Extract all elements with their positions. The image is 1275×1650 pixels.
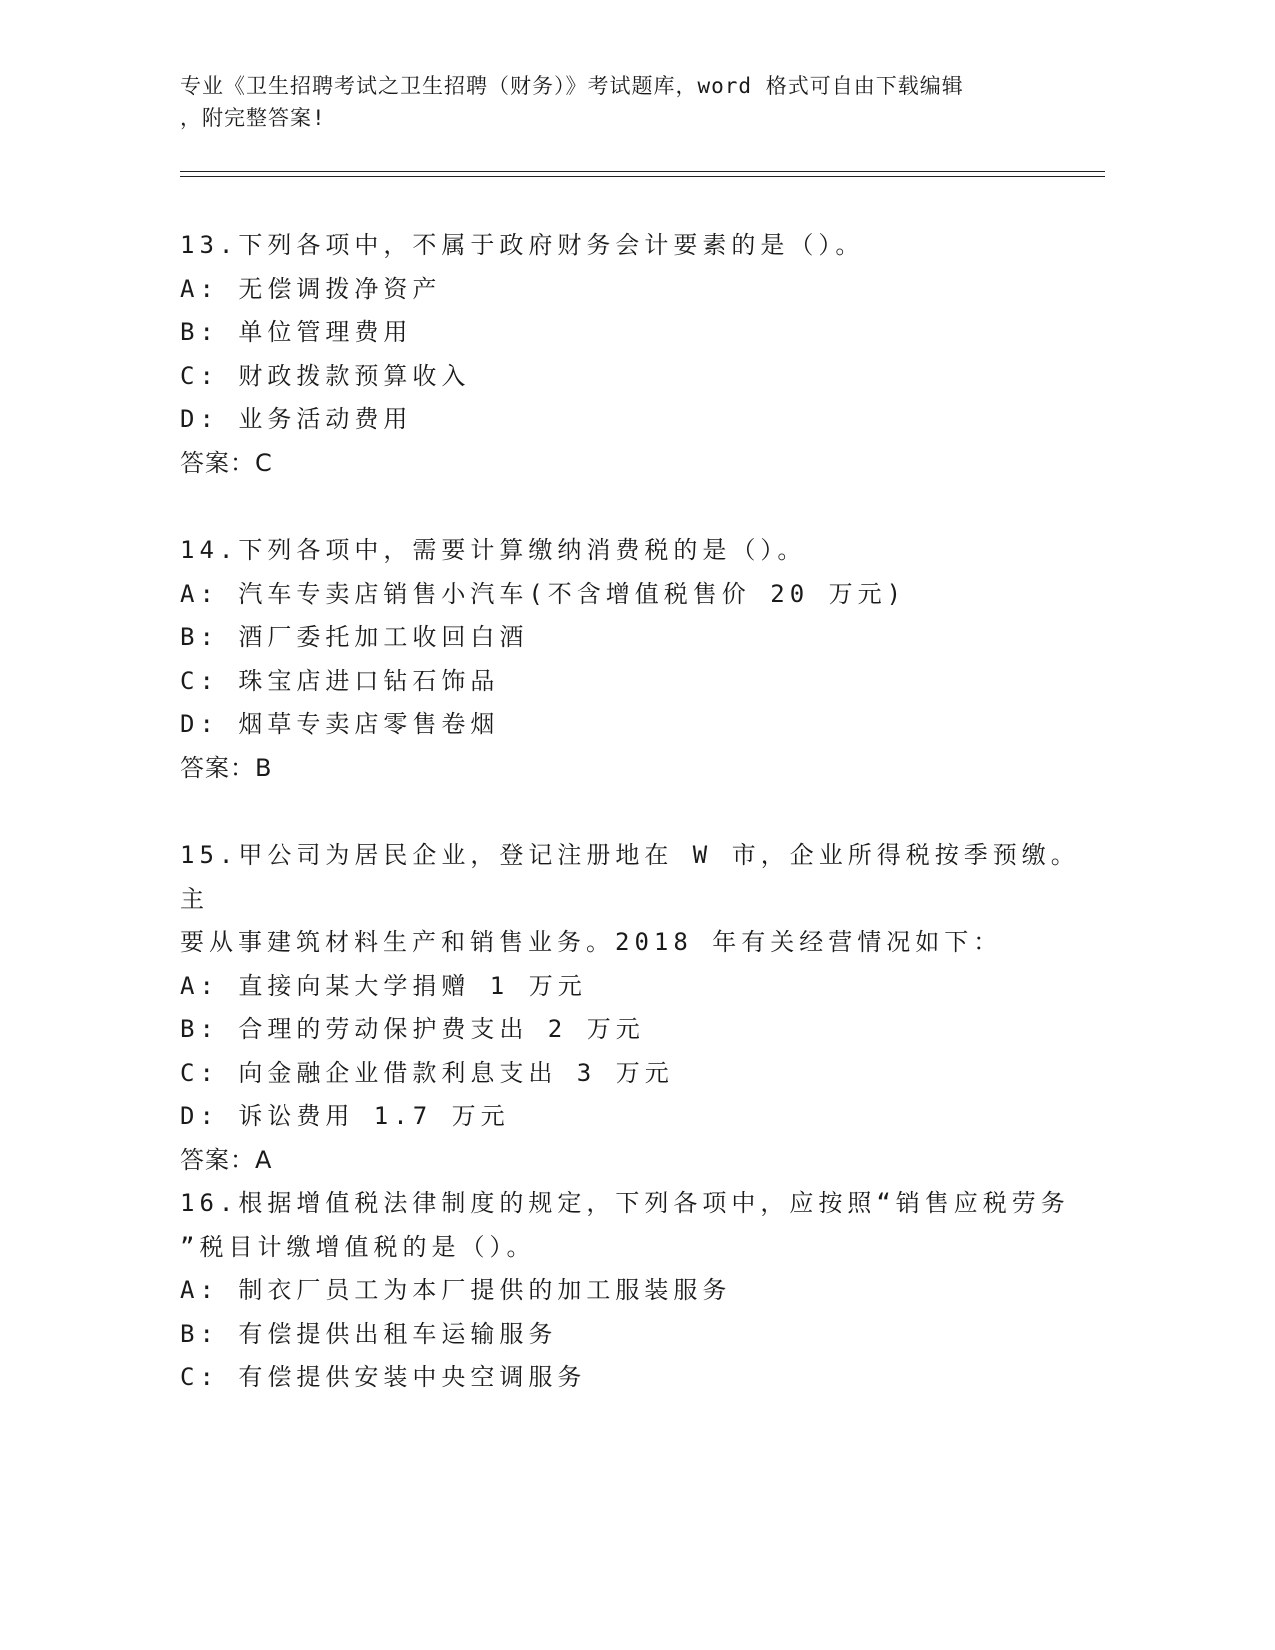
question-text-line-2: 要从事建筑材料生产和销售业务。2018 年有关经营情况如下： <box>180 928 1003 956</box>
option-c: C: 向金融企业借款利息支出 3 万元 <box>180 1058 674 1087</box>
answer: 答案：B <box>180 753 273 782</box>
option-a: A: 制衣厂员工为本厂提供的加工服装服务 <box>180 1276 732 1304</box>
question-15 <box>180 834 1080 1182</box>
option-c: C: 财政拨款预算收入 <box>180 361 471 390</box>
option-b: B: 酒厂委托加工收回白酒 <box>180 623 529 651</box>
option-b: B: 有偿提供出租车运输服务 <box>180 1319 558 1348</box>
option-a: A: 直接向某大学捐赠 1 万元 <box>180 971 587 1000</box>
question-text-line-1: 15.甲公司为居民企业，登记注册地在 W 市，企业所得税按季预缴。主 <box>180 841 1080 913</box>
option-a: A: 汽车专卖店销售小汽车(不含增值税售价 20 万元) <box>180 579 907 608</box>
header-divider-bottom <box>180 176 1105 177</box>
question-text: 14.下列各项中，需要计算缴纳消费税的是（）。 <box>180 536 807 564</box>
header-divider-top <box>180 171 1105 172</box>
option-c: C: 有偿提供安装中央空调服务 <box>180 1363 587 1391</box>
option-c: C: 珠宝店进口钻石饰品 <box>180 666 500 695</box>
option-d: D: 烟草专卖店零售卷烟 <box>180 710 500 738</box>
question-text-line-2: ”税目计缴增值税的是（）。 <box>180 1232 536 1261</box>
question-13 <box>180 224 1080 485</box>
option-d: D: 诉讼费用 1.7 万元 <box>180 1102 510 1130</box>
option-a: A: 无偿调拨净资产 <box>180 274 442 303</box>
answer: 答案：A <box>180 1145 273 1174</box>
question-14 <box>180 529 1080 790</box>
question-16 <box>180 1182 1080 1400</box>
header-line-1: 专业《卫生招聘考试之卫生招聘（财务）》考试题库，word 格式可自由下载编辑 <box>180 74 964 98</box>
answer: 答案：C <box>180 448 273 477</box>
option-b: B: 合理的劳动保护费支出 2 万元 <box>180 1015 645 1043</box>
option-b: B: 单位管理费用 <box>180 318 413 346</box>
document-header <box>180 70 1060 134</box>
question-text: 13.下列各项中，不属于政府财务会计要素的是（）。 <box>180 231 865 259</box>
question-text-line-1: 16.根据增值税法律制度的规定，下列各项中，应按照“销售应税劳务 <box>180 1189 1070 1217</box>
option-d: D: 业务活动费用 <box>180 405 413 433</box>
header-line-2: ，附完整答案! <box>180 106 326 130</box>
